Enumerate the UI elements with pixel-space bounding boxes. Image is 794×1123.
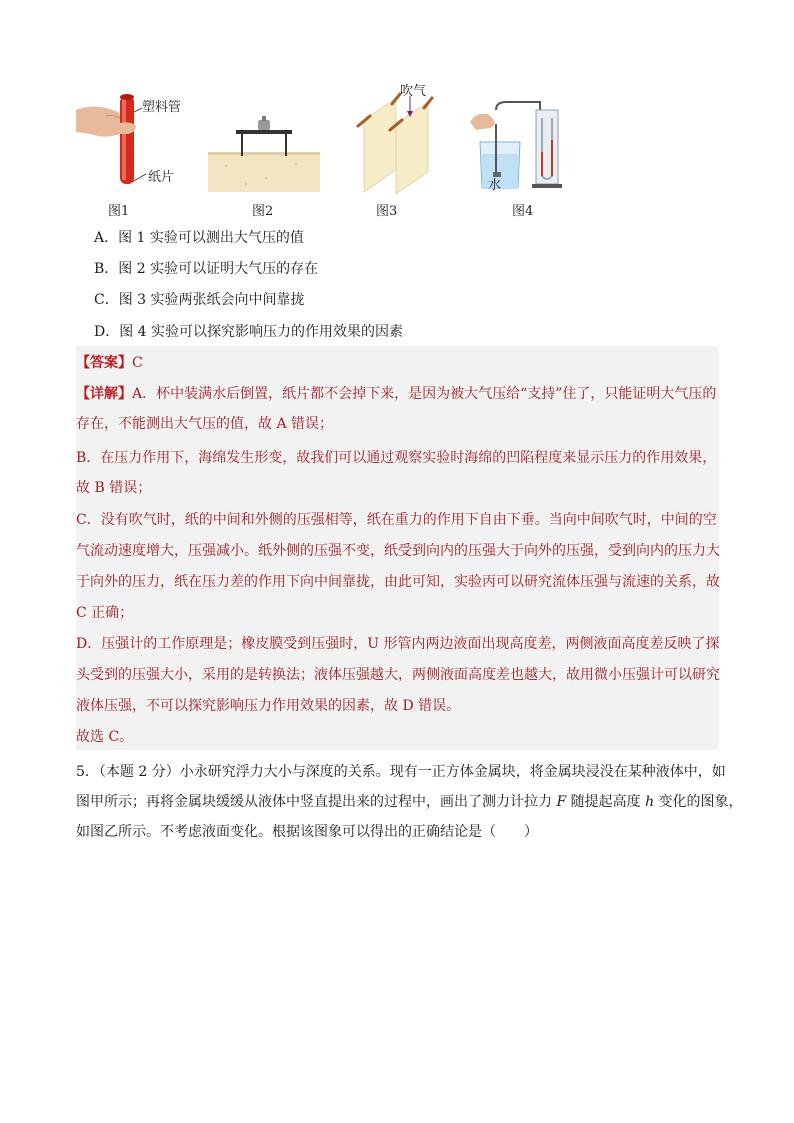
figure-2-illustration [206, 116, 322, 192]
detail-line-2: 存在，不能测出大气压的值，故 A 错误； [76, 416, 334, 432]
detail-line-8: C 正确； [76, 605, 134, 621]
figure-2-caption: 图2 [252, 204, 274, 219]
question5-line-3: 如图乙所示。不考虑液面变化。根据该图象可以得出的正确结论是（ ） [76, 824, 538, 840]
figure-3-illustration [352, 84, 444, 196]
answer-tag: 【答案】 [76, 355, 132, 371]
figure-4-caption: 图4 [512, 204, 534, 219]
figure-2 [206, 116, 322, 192]
answer-line [76, 353, 719, 373]
figure-3-label-blow: 吹气 [400, 84, 427, 99]
option-d: D．图 4 实验可以探究影响压力的作用效果的因素 [94, 324, 404, 340]
detail-line-6: 气流动速度增大，压强减小。纸外侧的压强不变，纸受到向内的压强大于向外的压强，受到向内的压力大 [76, 543, 720, 559]
detail-line-3: B．在压力作用下，海绵发生形变，故我们可以通过观察实验时海绵的凹陷程度来显示压力的作用效果， [76, 450, 717, 466]
figure-4 [466, 96, 566, 194]
detail-line-11: 液体压强，不可以探究影响压力作用效果的因素，故 D 错误。 [76, 698, 461, 714]
figure-4-label-water: 水 [488, 178, 502, 193]
option-b: B．图 2 实验可以证明大气压的存在 [94, 261, 319, 277]
figure-1-label-paper: 纸片 [148, 170, 175, 185]
figure-1-label-tube: 塑料管 [142, 100, 182, 115]
figure-1 [76, 90, 196, 190]
detail-line-9: D．压强计的工作原理是；橡皮膜受到压强时，U 形管内两边液面出现高度差，两侧液面高度差反映了探 [76, 636, 720, 652]
figure-3-caption: 图3 [376, 204, 398, 219]
detail-line-4: 故 B 错误； [76, 480, 152, 496]
detail-line-7: 于向外的压力，纸在压力差的作用下向中间靠拢，由此可知，实验丙可以研究流体压强与流速的关系，故 [76, 574, 720, 590]
detail-tag: 【详解】 [76, 386, 132, 402]
detail-line-1: 【详解】A．杯中装满水后倒置，纸片都不会掉下来，是因为被大气压给“支持”住了，只能证明大气压的 [76, 386, 717, 402]
var-F: F [556, 794, 567, 810]
option-c: C．图 3 实验两张纸会向中间靠拢 [94, 292, 305, 308]
figure-4-illustration [466, 96, 566, 194]
detail-line-12: 故选 C。 [76, 729, 134, 745]
question5-line-1: 5．（本题 2 分）小永研究浮力大小与深度的关系。现有一正方体金属块，将金属块浸没在某种液体中，如 [76, 764, 726, 780]
figure-1-caption: 图1 [108, 204, 130, 219]
detail-line-5: C．没有吹气时，纸的中间和外侧的压强相等，纸在重力的作用下自由下垂。当向中间吹气时，中间的空 [76, 512, 717, 528]
var-h: h [645, 794, 655, 810]
question5-line-2: 图甲所示；再将金属块缓缓从液体中竖直提出来的过程中，画出了测力计拉力 F 随提起高度 h 变化的图象， [76, 794, 743, 810]
option-a: A．图 1 实验可以测出大气压的值 [94, 230, 304, 246]
answer-value: C [132, 355, 143, 371]
figure-3 [352, 84, 444, 196]
detail-line-10: 头受到的压强大小，采用的是转换法；液体压强越大，两侧液面高度差也越大，故用微小压强计可以研究 [76, 667, 720, 683]
